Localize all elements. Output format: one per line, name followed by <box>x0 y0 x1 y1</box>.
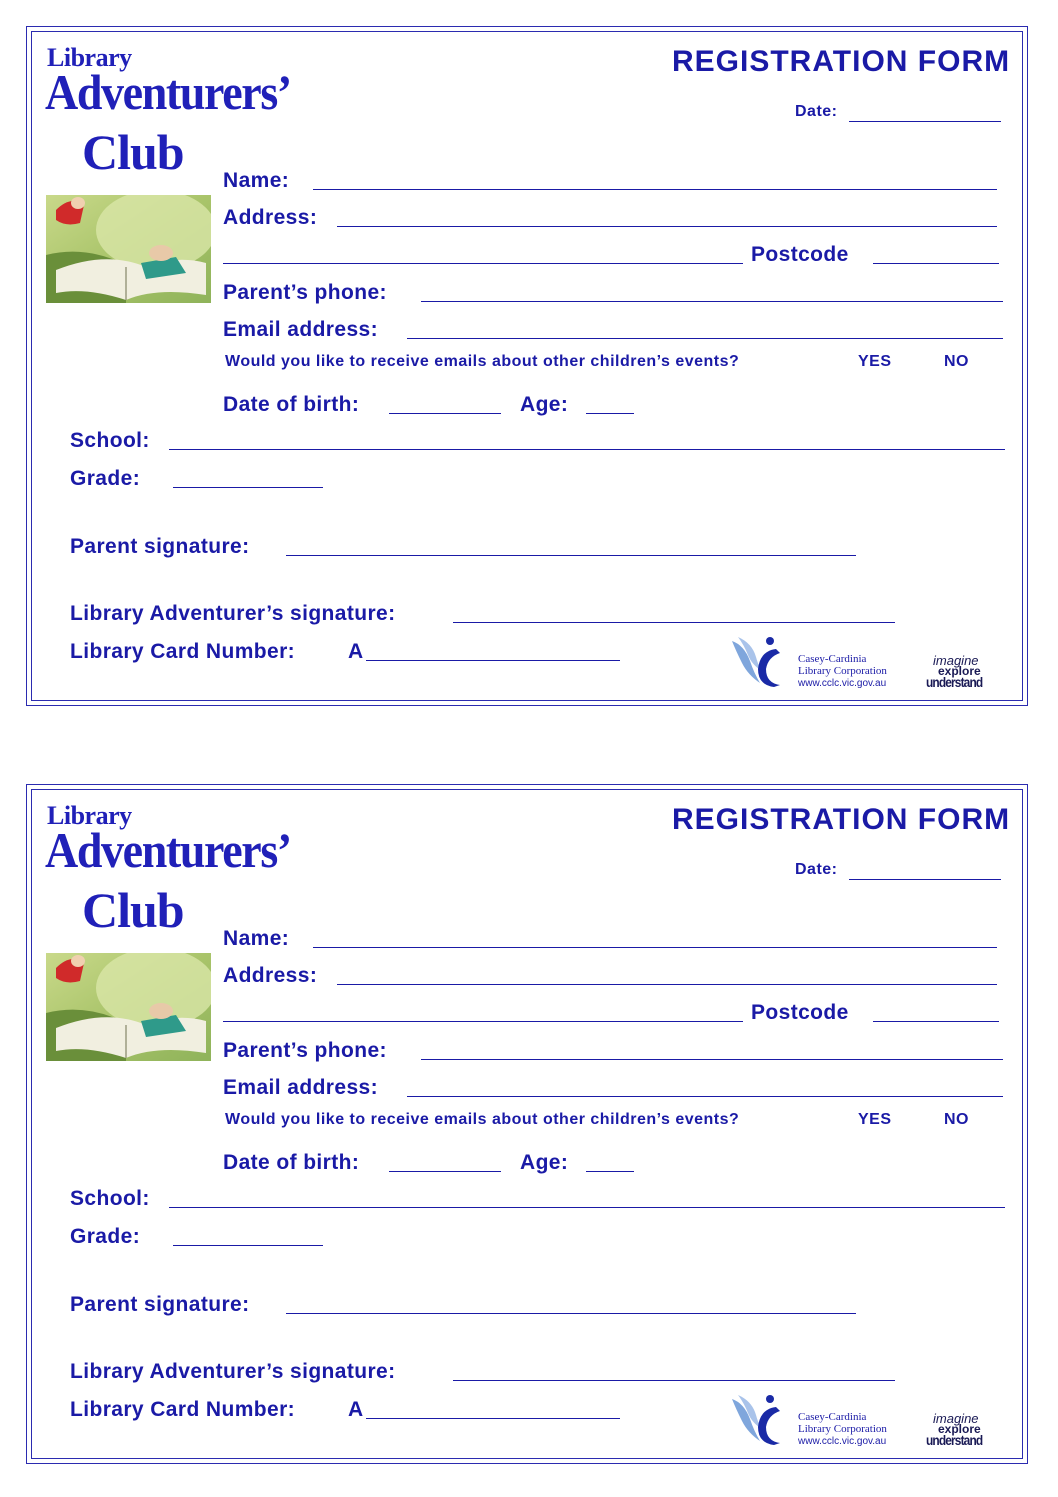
org-name-line1: Casey-Cardinia <box>798 653 867 665</box>
name-field[interactable] <box>313 189 997 190</box>
adventurer-signature-field[interactable] <box>453 1380 895 1381</box>
card-number-label: Library Card Number: <box>70 640 296 663</box>
parent-phone-label: Parent’s phone: <box>223 281 387 304</box>
name-label: Name: <box>223 927 290 950</box>
dob-label: Date of birth: <box>223 1151 360 1174</box>
card-number-label: Library Card Number: <box>70 1398 296 1421</box>
dob-field[interactable] <box>389 1171 501 1172</box>
postcode-label: Postcode <box>751 1001 849 1024</box>
org-name-line1: Casey-Cardinia <box>798 1411 867 1423</box>
age-field[interactable] <box>586 1171 634 1172</box>
email-label: Email address: <box>223 318 378 341</box>
address-line-2-field[interactable] <box>223 1021 743 1022</box>
grade-field[interactable] <box>173 487 323 488</box>
parent-phone-label: Parent’s phone: <box>223 1039 387 1062</box>
tagline-imagine: imagine <box>933 653 979 668</box>
adventurer-signature-field[interactable] <box>453 622 895 623</box>
date-field[interactable] <box>849 879 1001 880</box>
postcode-label: Postcode <box>751 243 849 266</box>
email-field[interactable] <box>407 1096 1003 1097</box>
postcode-field[interactable] <box>873 263 999 264</box>
parent-signature-label: Parent signature: <box>70 535 250 558</box>
grade-field[interactable] <box>173 1245 323 1246</box>
tagline-understand: understand <box>926 1432 983 1448</box>
date-label: Date: <box>795 103 838 120</box>
date-field[interactable] <box>849 121 1001 122</box>
address-line-2-field[interactable] <box>223 263 743 264</box>
name-field[interactable] <box>313 947 997 948</box>
name-label: Name: <box>223 169 290 192</box>
address-field[interactable] <box>337 226 997 227</box>
age-label: Age: <box>520 393 569 416</box>
grade-label: Grade: <box>70 1225 141 1248</box>
tagline-imagine: imagine <box>933 1411 979 1426</box>
school-field[interactable] <box>169 449 1005 450</box>
email-question: Would you like to receive emails about other children’s events? <box>225 1111 740 1128</box>
grade-label: Grade: <box>70 467 141 490</box>
address-label: Address: <box>223 206 318 229</box>
card-number-field[interactable] <box>366 660 620 661</box>
school-label: School: <box>70 1187 150 1210</box>
logo-adventurers-text: Adventurers’ <box>45 822 291 878</box>
parent-phone-field[interactable] <box>421 1059 1003 1060</box>
parent-phone-field[interactable] <box>421 301 1003 302</box>
child-reading-photo <box>46 195 211 303</box>
logo-club-text: Club <box>82 882 184 938</box>
tagline-explore: explore <box>938 664 981 678</box>
form-title: REGISTRATION FORM <box>672 45 1011 78</box>
registration-card-1 <box>26 26 1028 706</box>
email-field[interactable] <box>407 338 1003 339</box>
yes-option[interactable]: YES <box>858 1111 892 1128</box>
form-title: REGISTRATION FORM <box>672 803 1011 836</box>
org-name-line2: Library Corporation <box>798 1423 887 1435</box>
address-field[interactable] <box>337 984 997 985</box>
registration-card-2 <box>26 784 1028 1464</box>
dob-label: Date of birth: <box>223 393 360 416</box>
card-number-field[interactable] <box>366 1418 620 1419</box>
parent-signature-field[interactable] <box>286 555 856 556</box>
org-url: www.cclc.vic.gov.au <box>798 678 887 689</box>
org-url: www.cclc.vic.gov.au <box>798 1436 887 1447</box>
email-label: Email address: <box>223 1076 378 1099</box>
age-field[interactable] <box>586 413 634 414</box>
tagline-understand: understand <box>926 674 983 690</box>
dob-field[interactable] <box>389 413 501 414</box>
age-label: Age: <box>520 1151 569 1174</box>
logo-club-text: Club <box>82 124 184 180</box>
no-option[interactable]: NO <box>944 1111 969 1128</box>
date-label: Date: <box>795 861 838 878</box>
no-option[interactable]: NO <box>944 353 969 370</box>
email-question: Would you like to receive emails about other children’s events? <box>225 353 740 370</box>
tagline-explore: explore <box>938 1422 981 1436</box>
parent-signature-field[interactable] <box>286 1313 856 1314</box>
card-number-prefix: A <box>348 1398 364 1421</box>
address-label: Address: <box>223 964 318 987</box>
parent-signature-label: Parent signature: <box>70 1293 250 1316</box>
yes-option[interactable]: YES <box>858 353 892 370</box>
org-name-line2: Library Corporation <box>798 665 887 677</box>
cclc-logo-icon <box>730 635 792 691</box>
logo-library-text: Library <box>47 43 132 72</box>
logo-adventurers-text: Adventurers’ <box>45 64 291 120</box>
school-field[interactable] <box>169 1207 1005 1208</box>
card-number-prefix: A <box>348 640 364 663</box>
adventurer-signature-label: Library Adventurer’s signature: <box>70 602 396 625</box>
postcode-field[interactable] <box>873 1021 999 1022</box>
cclc-logo-icon <box>730 1393 792 1449</box>
logo-library-text: Library <box>47 801 132 830</box>
school-label: School: <box>70 429 150 452</box>
child-reading-photo <box>46 953 211 1061</box>
adventurer-signature-label: Library Adventurer’s signature: <box>70 1360 396 1383</box>
